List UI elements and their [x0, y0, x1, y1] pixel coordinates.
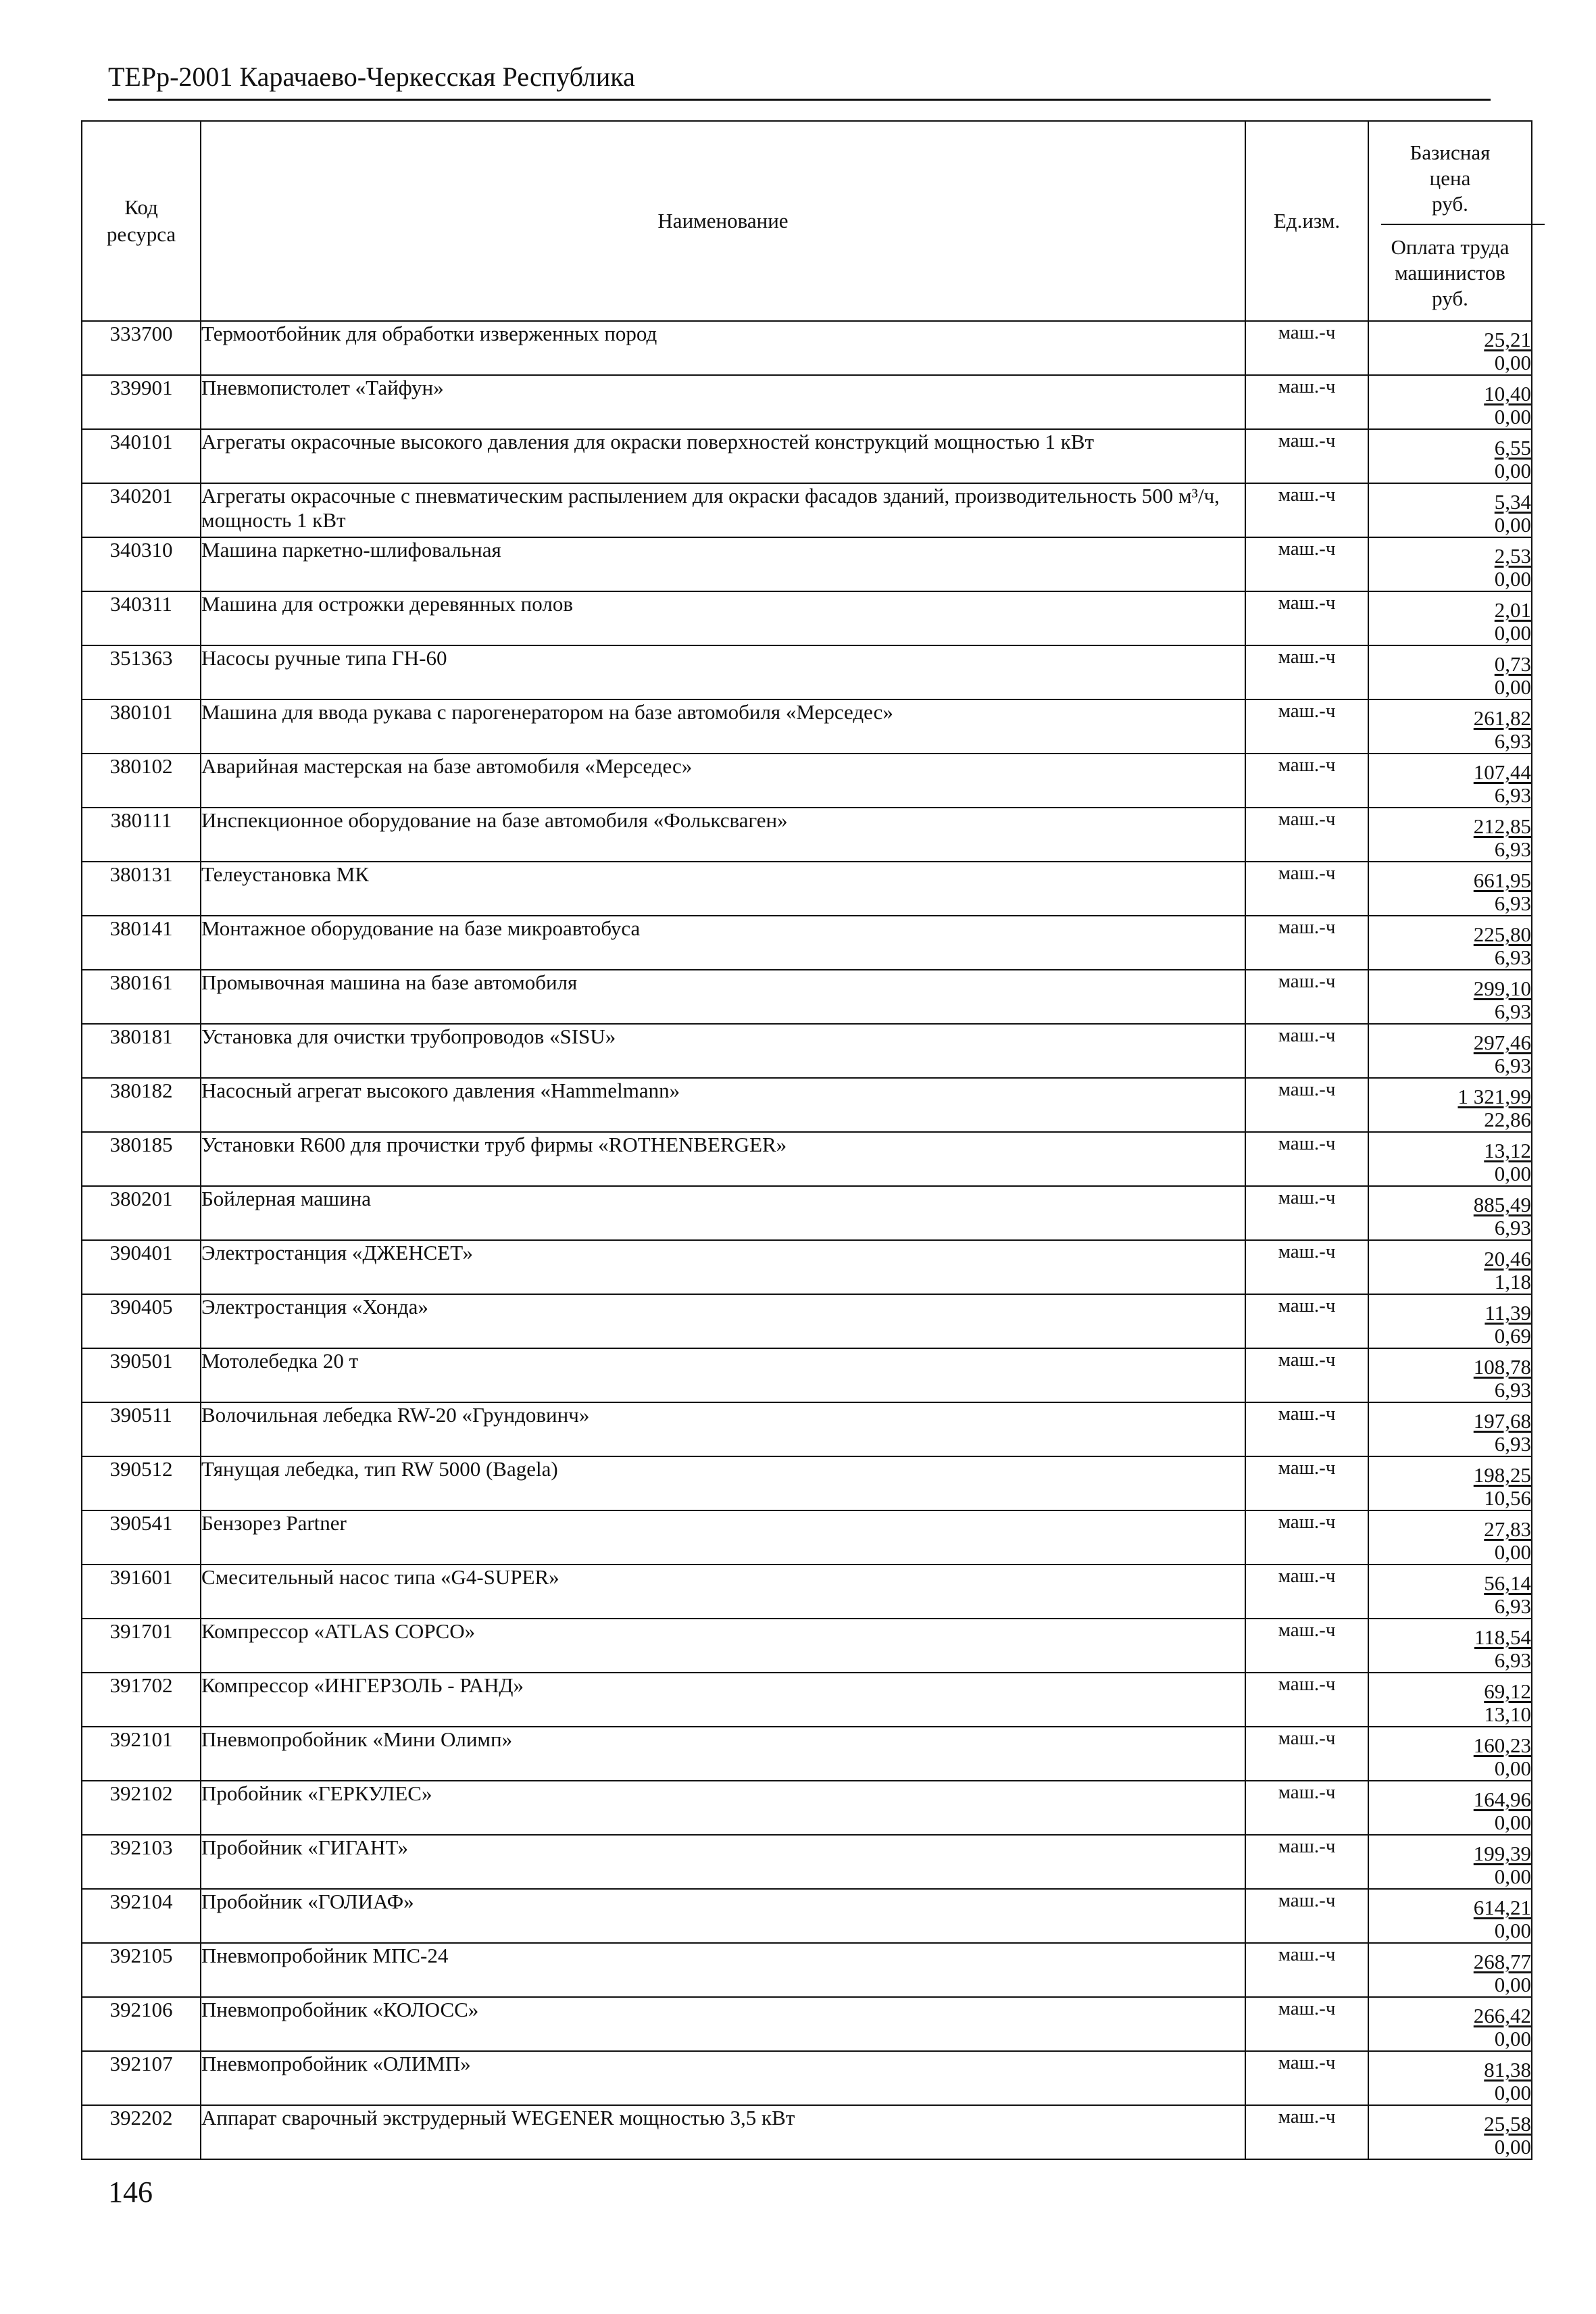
resource-code: 380131 — [82, 862, 201, 916]
base-price: 297,46 — [1473, 1031, 1531, 1054]
column-header-code — [82, 121, 201, 321]
operator-wage: 0,00 — [1494, 513, 1531, 537]
resource-code: 380181 — [82, 1024, 201, 1078]
base-price: 198,25 — [1473, 1463, 1531, 1487]
resource-code: 333700 — [82, 321, 201, 375]
operator-wage: 6,93 — [1494, 1594, 1531, 1618]
base-price: 268,77 — [1473, 1950, 1531, 1973]
price-cell — [1368, 1835, 1532, 1889]
table-row — [82, 1781, 1532, 1835]
table-row — [82, 1240, 1532, 1294]
table-row — [82, 1673, 1532, 1727]
resource-code: 340201 — [82, 483, 201, 537]
price-cell — [1368, 1727, 1532, 1781]
resource-name: Пневмопистолет «Тайфун» — [201, 375, 1245, 429]
operator-wage: 0,00 — [1494, 1540, 1531, 1564]
price-cell — [1368, 2051, 1532, 2105]
operator-wage: 0,69 — [1494, 1324, 1531, 1348]
resource-name: Промывочная машина на базе автомобиля — [201, 970, 1245, 1024]
resource-code: 391701 — [82, 1619, 201, 1673]
base-price: 266,42 — [1473, 2004, 1531, 2027]
unit-of-measure: маш.-ч — [1245, 1294, 1368, 1348]
unit-of-measure: маш.-ч — [1245, 375, 1368, 429]
table-row — [82, 591, 1532, 645]
table-row — [82, 1024, 1532, 1078]
price-cell — [1368, 970, 1532, 1024]
table-row — [82, 483, 1532, 537]
operator-wage: 6,93 — [1494, 945, 1531, 969]
resource-code: 380111 — [82, 808, 201, 862]
operator-wage: 6,93 — [1494, 1216, 1531, 1239]
unit-of-measure: маш.-ч — [1245, 2105, 1368, 2159]
price-header-line-2: цена — [1429, 166, 1471, 190]
table-row — [82, 754, 1532, 808]
machine-rates-table — [81, 120, 1532, 2160]
price-header-line-1: Базисная — [1410, 140, 1491, 164]
base-price: 69,12 — [1484, 1679, 1531, 1703]
operator-wage: 13,10 — [1484, 1702, 1531, 1726]
price-cell — [1368, 645, 1532, 699]
operator-wage: 0,00 — [1494, 621, 1531, 645]
table-row — [82, 1889, 1532, 1943]
base-price: 614,21 — [1473, 1896, 1531, 1919]
page-header: ТЕРр-2001 Карачаево-Черкесская Республика — [108, 59, 1491, 101]
table-row — [82, 808, 1532, 862]
resource-name: Волочильная лебедка RW-20 «Грундовинч» — [201, 1402, 1245, 1456]
price-cell — [1368, 1510, 1532, 1565]
wage-header-line-3: руб. — [1432, 286, 1468, 310]
table-row — [82, 1186, 1532, 1240]
resource-code: 390541 — [82, 1510, 201, 1565]
table-row — [82, 321, 1532, 375]
base-price: 299,10 — [1473, 977, 1531, 1000]
operator-wage: 6,93 — [1494, 1000, 1531, 1023]
resource-name: Термоотбойник для обработки изверженных пород — [201, 321, 1245, 375]
table-row — [82, 1132, 1532, 1186]
operator-wage: 0,00 — [1494, 459, 1531, 483]
operator-wage: 0,00 — [1494, 2027, 1531, 2050]
price-cell — [1368, 1132, 1532, 1186]
resource-name: Машина для острожки деревянных полов — [201, 591, 1245, 645]
table-row — [82, 862, 1532, 916]
price-cell — [1368, 483, 1532, 537]
resource-code: 390511 — [82, 1402, 201, 1456]
price-cell — [1368, 1456, 1532, 1510]
resource-name: Насосы ручные типа ГН-60 — [201, 645, 1245, 699]
unit-of-measure: маш.-ч — [1245, 483, 1368, 537]
operator-wage: 0,00 — [1494, 1162, 1531, 1185]
table-header-row — [82, 121, 1532, 321]
operator-wage: 0,00 — [1494, 1865, 1531, 1888]
resource-code: 392102 — [82, 1781, 201, 1835]
price-cell — [1368, 1997, 1532, 2051]
price-cell — [1368, 1294, 1532, 1348]
resource-name: Пневмопробойник «ОЛИМП» — [201, 2051, 1245, 2105]
table-row — [82, 1997, 1532, 2051]
price-cell — [1368, 2105, 1532, 2159]
resource-code: 392107 — [82, 2051, 201, 2105]
base-price: 27,83 — [1484, 1517, 1531, 1541]
unit-of-measure: маш.-ч — [1245, 645, 1368, 699]
unit-of-measure: маш.-ч — [1245, 1943, 1368, 1997]
table-row — [82, 537, 1532, 591]
table-row — [82, 1943, 1532, 1997]
resource-name: Установка для очистки трубопроводов «SISU» — [201, 1024, 1245, 1078]
column-header-code-label: Код ресурса — [106, 195, 176, 246]
wage-header-line-2: машинистов — [1395, 260, 1505, 285]
base-price: 25,58 — [1484, 2112, 1531, 2136]
resource-code: 380201 — [82, 1186, 201, 1240]
unit-of-measure: маш.-ч — [1245, 537, 1368, 591]
resource-name: Электростанция «Хонда» — [201, 1294, 1245, 1348]
table-row — [82, 1727, 1532, 1781]
base-price: 118,54 — [1474, 1625, 1531, 1649]
base-price: 199,39 — [1473, 1842, 1531, 1865]
unit-of-measure: маш.-ч — [1245, 1132, 1368, 1186]
table-row — [82, 1619, 1532, 1673]
unit-of-measure: маш.-ч — [1245, 808, 1368, 862]
operator-wage: 6,93 — [1494, 1054, 1531, 1077]
price-header-line-3: руб. — [1432, 191, 1468, 216]
unit-of-measure: маш.-ч — [1245, 699, 1368, 754]
unit-of-measure: маш.-ч — [1245, 1186, 1368, 1240]
base-price: 261,82 — [1473, 706, 1531, 730]
base-price: 197,68 — [1473, 1409, 1531, 1433]
unit-of-measure: маш.-ч — [1245, 1348, 1368, 1402]
price-cell — [1368, 1024, 1532, 1078]
table-row — [82, 375, 1532, 429]
table-row — [82, 1294, 1532, 1348]
base-price: 81,38 — [1484, 2058, 1531, 2082]
operator-wage: 0,00 — [1494, 2081, 1531, 2104]
resource-name: Агрегаты окрасочные с пневматическим распылением для окраски фасадов зданий, производительность 500 м³/ч, мощность 1 кВт — [201, 483, 1245, 537]
base-price: 661,95 — [1473, 868, 1531, 892]
resource-name: Пробойник «ГИГАНТ» — [201, 1835, 1245, 1889]
resource-name: Телеустановка МК — [201, 862, 1245, 916]
base-price: 25,21 — [1484, 328, 1531, 351]
resource-code: 380185 — [82, 1132, 201, 1186]
resource-name: Электростанция «ДЖЕНСЕТ» — [201, 1240, 1245, 1294]
base-price: 10,40 — [1484, 382, 1531, 405]
resource-name: Аварийная мастерская на базе автомобиля «Мерседес» — [201, 754, 1245, 808]
operator-wage: 0,00 — [1494, 1973, 1531, 1996]
resource-code: 340101 — [82, 429, 201, 483]
resource-name: Компрессор «ИНГЕРЗОЛЬ - РАНД» — [201, 1673, 1245, 1727]
resource-code: 392105 — [82, 1943, 201, 1997]
unit-of-measure: маш.-ч — [1245, 1619, 1368, 1673]
unit-of-measure: маш.-ч — [1245, 1835, 1368, 1889]
unit-of-measure: маш.-ч — [1245, 1402, 1368, 1456]
resource-name: Агрегаты окрасочные высокого давления для окраски поверхностей конструкций мощностью 1 кВт — [201, 429, 1245, 483]
unit-of-measure: маш.-ч — [1245, 2051, 1368, 2105]
table-row — [82, 429, 1532, 483]
price-cell — [1368, 1348, 1532, 1402]
operator-wage: 0,00 — [1494, 1919, 1531, 1942]
price-cell — [1368, 1889, 1532, 1943]
operator-wage: 0,00 — [1494, 1811, 1531, 1834]
table-row — [82, 1348, 1532, 1402]
unit-of-measure: маш.-ч — [1245, 1456, 1368, 1510]
price-cell — [1368, 1781, 1532, 1835]
operator-wage: 10,56 — [1484, 1486, 1531, 1510]
price-cell — [1368, 754, 1532, 808]
operator-wage: 6,93 — [1494, 1432, 1531, 1456]
base-price: 2,53 — [1494, 544, 1531, 568]
base-price: 0,73 — [1494, 652, 1531, 676]
table-row — [82, 1402, 1532, 1456]
resource-name: Бензорез Partner — [201, 1510, 1245, 1565]
base-price: 20,46 — [1484, 1247, 1531, 1271]
resource-name: Монтажное оборудование на базе микроавтобуса — [201, 916, 1245, 970]
unit-of-measure: маш.-ч — [1245, 1510, 1368, 1565]
price-cell — [1368, 321, 1532, 375]
price-cell — [1368, 1240, 1532, 1294]
base-price: 2,01 — [1494, 598, 1531, 622]
resource-code: 391702 — [82, 1673, 201, 1727]
resource-code: 390401 — [82, 1240, 201, 1294]
unit-of-measure: маш.-ч — [1245, 862, 1368, 916]
table-row — [82, 916, 1532, 970]
operator-wage: 6,93 — [1494, 1648, 1531, 1672]
operator-wage: 6,93 — [1494, 783, 1531, 807]
unit-of-measure: маш.-ч — [1245, 1727, 1368, 1781]
unit-of-measure: маш.-ч — [1245, 1997, 1368, 2051]
price-cell — [1368, 1565, 1532, 1619]
column-header-name: Наименование — [201, 121, 1245, 321]
operator-wage: 22,86 — [1484, 1108, 1531, 1131]
operator-wage: 0,00 — [1494, 675, 1531, 699]
unit-of-measure: маш.-ч — [1245, 321, 1368, 375]
table-row — [82, 1510, 1532, 1565]
operator-wage: 6,93 — [1494, 1378, 1531, 1402]
table-row — [82, 2105, 1532, 2159]
operator-wage: 0,00 — [1494, 405, 1531, 428]
base-price: 5,34 — [1494, 490, 1531, 514]
table-row — [82, 1565, 1532, 1619]
resource-name: Аппарат сварочный экструдерный WEGENER мощностью 3,5 кВт — [201, 2105, 1245, 2159]
resource-name: Смесительный насос типа «G4-SUPER» — [201, 1565, 1245, 1619]
resource-name: Инспекционное оборудование на базе автомобиля «Фольксваген» — [201, 808, 1245, 862]
operator-wage: 1,18 — [1494, 1270, 1531, 1294]
unit-of-measure: маш.-ч — [1245, 429, 1368, 483]
table-row — [82, 970, 1532, 1024]
base-price: 885,49 — [1473, 1193, 1531, 1216]
unit-of-measure: маш.-ч — [1245, 1673, 1368, 1727]
price-cell — [1368, 591, 1532, 645]
resource-name: Пробойник «ГОЛИАФ» — [201, 1889, 1245, 1943]
resource-name: Машина паркетно-шлифовальная — [201, 537, 1245, 591]
unit-of-measure: маш.-ч — [1245, 1024, 1368, 1078]
page-number: 146 — [108, 2175, 153, 2209]
resource-name: Тянущая лебедка, тип RW 5000 (Bagela) — [201, 1456, 1245, 1510]
base-price: 56,14 — [1484, 1571, 1531, 1595]
resource-code: 390501 — [82, 1348, 201, 1402]
operator-wage: 6,93 — [1494, 837, 1531, 861]
resource-name: Бойлерная машина — [201, 1186, 1245, 1240]
resource-code: 380141 — [82, 916, 201, 970]
operator-wage: 0,00 — [1494, 567, 1531, 591]
base-price: 107,44 — [1473, 760, 1531, 784]
resource-name: Насосный агрегат высокого давления «Hammelmann» — [201, 1078, 1245, 1132]
price-cell — [1368, 862, 1532, 916]
price-cell — [1368, 429, 1532, 483]
price-cell — [1368, 537, 1532, 591]
price-cell — [1368, 1943, 1532, 1997]
base-price: 108,78 — [1473, 1355, 1531, 1379]
price-cell — [1368, 916, 1532, 970]
resource-code: 392202 — [82, 2105, 201, 2159]
price-cell — [1368, 1078, 1532, 1132]
base-price: 212,85 — [1473, 814, 1531, 838]
table-row — [82, 645, 1532, 699]
resource-code: 380161 — [82, 970, 201, 1024]
resource-code: 380182 — [82, 1078, 201, 1132]
table-row — [82, 1456, 1532, 1510]
resource-name: Установки R600 для прочистки труб фирмы «ROTHENBERGER» — [201, 1132, 1245, 1186]
resource-code: 390405 — [82, 1294, 201, 1348]
resource-name: Пневмопробойник «Мини Олимп» — [201, 1727, 1245, 1781]
price-cell — [1368, 1619, 1532, 1673]
resource-name: Пробойник «ГЕРКУЛЕС» — [201, 1781, 1245, 1835]
price-cell — [1368, 699, 1532, 754]
unit-of-measure: маш.-ч — [1245, 916, 1368, 970]
resource-name: Машина для ввода рукава с парогенератором на базе автомобиля «Мерседес» — [201, 699, 1245, 754]
unit-of-measure: маш.-ч — [1245, 1078, 1368, 1132]
resource-name: Пневмопробойник «КОЛОСС» — [201, 1997, 1245, 2051]
base-price: 13,12 — [1484, 1139, 1531, 1162]
resource-code: 392104 — [82, 1889, 201, 1943]
price-cell — [1368, 1673, 1532, 1727]
price-cell — [1368, 1186, 1532, 1240]
unit-of-measure: маш.-ч — [1245, 1781, 1368, 1835]
price-cell — [1368, 1402, 1532, 1456]
resource-code: 380101 — [82, 699, 201, 754]
resource-code: 392106 — [82, 1997, 201, 2051]
resource-code: 392101 — [82, 1727, 201, 1781]
table-row — [82, 2051, 1532, 2105]
resource-name: Пневмопробойник МПС-24 — [201, 1943, 1245, 1997]
base-price: 1 321,99 — [1457, 1085, 1531, 1108]
unit-of-measure: маш.-ч — [1245, 970, 1368, 1024]
table-row — [82, 1835, 1532, 1889]
unit-of-measure: маш.-ч — [1245, 1565, 1368, 1619]
operator-wage: 0,00 — [1494, 351, 1531, 374]
resource-code: 390512 — [82, 1456, 201, 1510]
table-row — [82, 1078, 1532, 1132]
resource-code: 392103 — [82, 1835, 201, 1889]
base-price: 225,80 — [1473, 922, 1531, 946]
base-price: 160,23 — [1473, 1733, 1531, 1757]
operator-wage: 0,00 — [1494, 2135, 1531, 2159]
column-header-unit: Ед.изм. — [1245, 121, 1368, 321]
unit-of-measure: маш.-ч — [1245, 1240, 1368, 1294]
unit-of-measure: маш.-ч — [1245, 1889, 1368, 1943]
price-cell — [1368, 808, 1532, 862]
base-price: 6,55 — [1494, 436, 1531, 460]
operator-wage: 0,00 — [1494, 1756, 1531, 1780]
resource-code: 340310 — [82, 537, 201, 591]
base-price: 164,96 — [1473, 1788, 1531, 1811]
resource-code: 380102 — [82, 754, 201, 808]
resource-code: 351363 — [82, 645, 201, 699]
price-cell — [1368, 375, 1532, 429]
column-header-price — [1368, 121, 1532, 321]
wage-header-line-1: Оплата труда — [1391, 235, 1510, 259]
unit-of-measure: маш.-ч — [1245, 591, 1368, 645]
unit-of-measure: маш.-ч — [1245, 754, 1368, 808]
resource-code: 339901 — [82, 375, 201, 429]
resource-name: Мотолебедка 20 т — [201, 1348, 1245, 1402]
operator-wage: 6,93 — [1494, 891, 1531, 915]
resource-code: 340311 — [82, 591, 201, 645]
resource-code: 391601 — [82, 1565, 201, 1619]
table-row — [82, 699, 1532, 754]
operator-wage: 6,93 — [1494, 729, 1531, 753]
resource-name: Компрессор «ATLAS COPCO» — [201, 1619, 1245, 1673]
base-price: 11,39 — [1485, 1301, 1531, 1325]
